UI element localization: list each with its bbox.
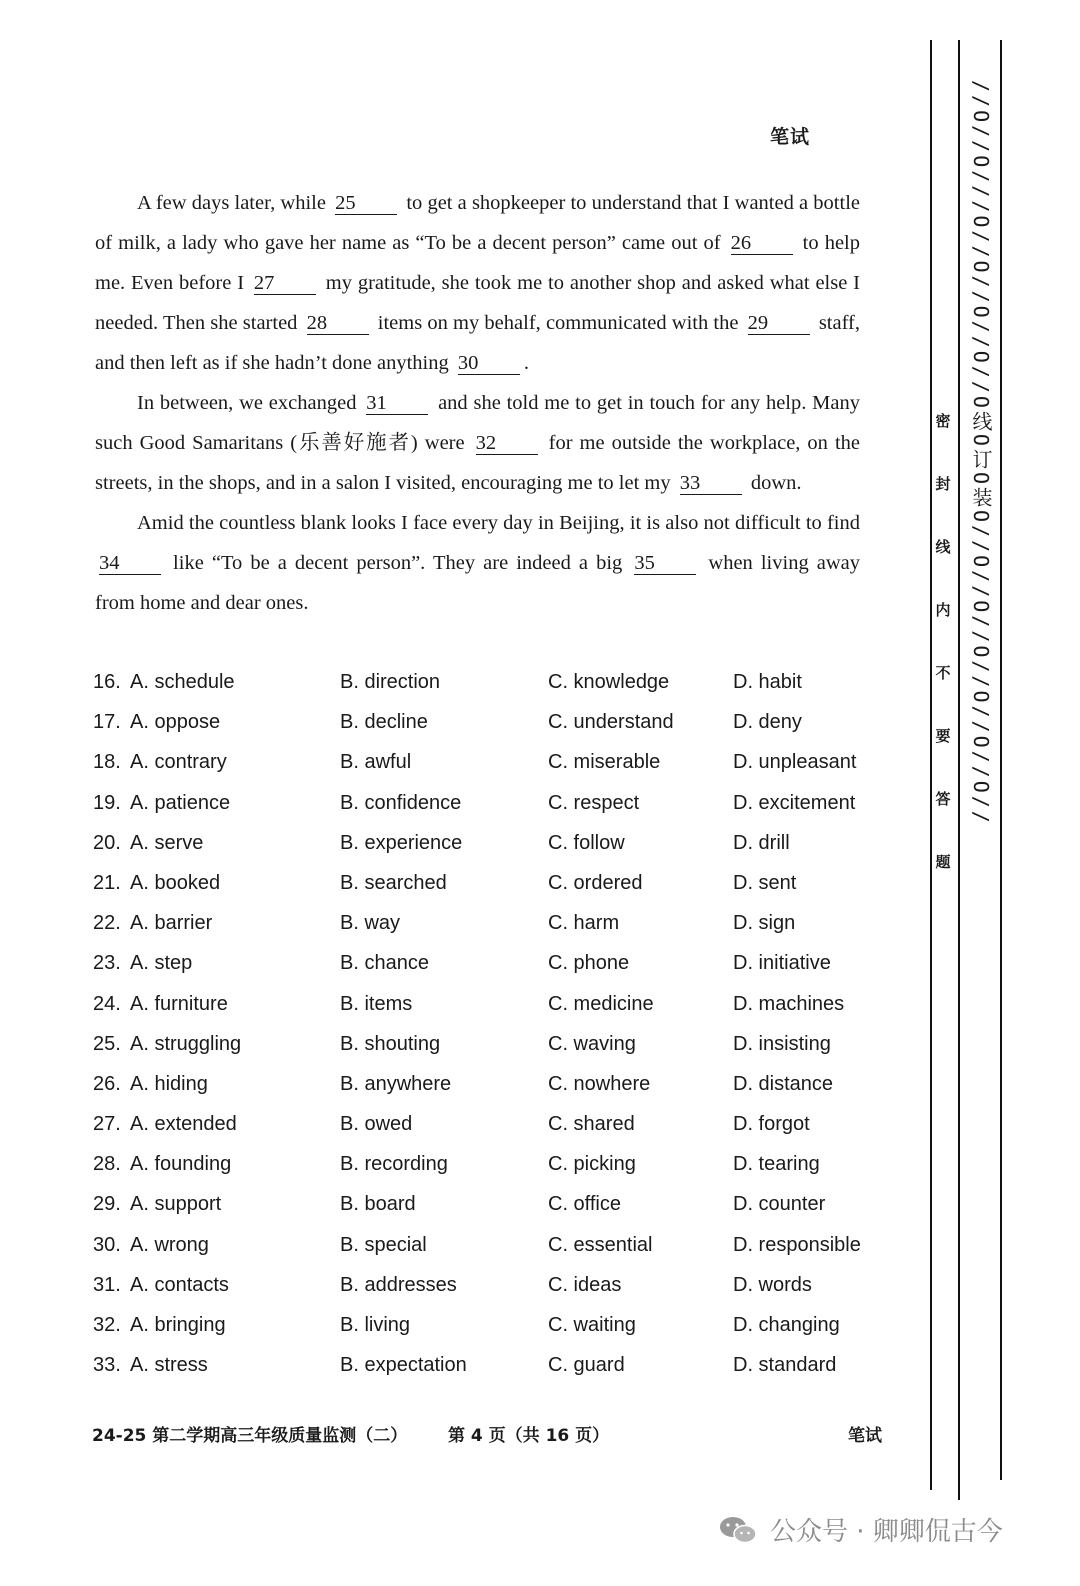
question-number: 17. [93, 711, 121, 734]
passage-text: when living away from home and dear ones. [95, 552, 860, 614]
seal-notice-char: 封 [935, 475, 951, 493]
option-b: B. expectation [340, 1354, 467, 1377]
passage-text: staff, and then left as if she hadn’t done anything [95, 312, 860, 374]
question-number: 18. [93, 751, 121, 774]
passage-text: Amid the countless blank looks I face every day in Beijing, it is also not difficult to find [137, 512, 860, 534]
seal-line-strip: //O//O///O//O//O//O//O线O订O装O//O//O//O//O//O//O// [969, 80, 993, 826]
passage-text: to get a shopkeeper to understand that I wanted a bottle of milk, a lady who gave her name as “To be a decent person” came out of [95, 192, 860, 254]
passage-text: . [523, 352, 529, 374]
question-number: 26. [93, 1072, 121, 1095]
option-d: D. distance [733, 1072, 834, 1095]
seal-notice-char: 答 [935, 790, 951, 808]
option-c: C. office [548, 1193, 621, 1216]
passage-text: down. [745, 472, 802, 494]
option-c: C. harm [548, 912, 620, 935]
blank-25: 25 [335, 192, 397, 215]
question-row [93, 745, 873, 785]
option-c: C. picking [548, 1153, 636, 1176]
option-d: D. standard [733, 1354, 837, 1377]
passage-text: items on my behalf, communicated with the [372, 312, 744, 334]
option-c: C. essential [548, 1233, 653, 1256]
option-b: B. recording [340, 1153, 448, 1176]
question-row [93, 1187, 873, 1227]
question-number: 22. [93, 912, 121, 935]
option-d: D. drill [733, 831, 790, 854]
option-d: D. sent [733, 871, 797, 894]
margin-line [1000, 40, 1002, 1480]
question-row [93, 665, 873, 705]
option-b: B. experience [340, 831, 463, 854]
option-a: A. founding [130, 1153, 232, 1176]
option-a: A. schedule [130, 671, 235, 693]
blank-33: 33 [680, 472, 742, 495]
blank-26: 26 [731, 232, 793, 255]
passage-text: In between, we exchanged [137, 392, 363, 414]
option-a: A. struggling [130, 1032, 242, 1055]
option-c: C. waiting [548, 1314, 636, 1336]
option-b: B. direction [340, 671, 441, 693]
option-d: D. changing [733, 1314, 840, 1336]
option-a: A. barrier [130, 912, 213, 935]
option-d: D. responsible [733, 1233, 861, 1256]
question-row [93, 1027, 873, 1067]
question-row [93, 1228, 873, 1268]
option-d: D. counter [733, 1193, 826, 1216]
option-a: A. patience [130, 791, 231, 814]
question-row [93, 1308, 873, 1348]
option-c: C. understand [548, 711, 674, 734]
passage-text: my gratitude, she took me to another shop and asked what else I needed. Then she started [95, 272, 861, 334]
page-number: 第 4 页（共 16 页） [448, 1426, 610, 1446]
passage-paragraph [95, 183, 860, 383]
options-list [93, 665, 873, 1388]
passage-paragraph [95, 383, 860, 503]
question-number: 20. [93, 831, 121, 854]
margin-line [958, 40, 960, 1500]
seal-notice-char: 不 [935, 664, 951, 682]
question-number: 25. [93, 1032, 121, 1055]
passage-paragraph [95, 503, 860, 623]
question-number: 24. [93, 992, 121, 1015]
question-number: 28. [93, 1153, 121, 1176]
option-c: C. knowledge [548, 671, 670, 693]
option-c: C. waving [548, 1032, 636, 1055]
question-number: 30. [93, 1233, 121, 1256]
option-c: C. guard [548, 1354, 625, 1377]
question-row [93, 1107, 873, 1147]
question-row [93, 786, 873, 826]
question-number: 29. [93, 1193, 121, 1216]
blank-32: 32 [476, 432, 538, 455]
binding-margin [920, 40, 1020, 1500]
option-a: A. wrong [130, 1233, 209, 1256]
option-c: C. ideas [548, 1273, 622, 1296]
wechat-icon [718, 1515, 758, 1545]
passage-text: and she told me to get in touch for any help. Many such Good Samaritans (乐善好施者) were [95, 392, 860, 454]
option-a: A. hiding [130, 1072, 208, 1095]
question-row [93, 705, 873, 745]
option-a: A. furniture [130, 992, 228, 1015]
seal-notice-char: 密 [935, 412, 951, 430]
blank-31: 31 [366, 392, 428, 415]
option-c: C. shared [548, 1113, 635, 1136]
option-b: B. board [340, 1193, 416, 1216]
question-number: 32. [93, 1314, 121, 1336]
option-d: D. tearing [733, 1153, 820, 1176]
question-row [93, 1348, 873, 1388]
section-mark: 笔试 [770, 127, 811, 148]
question-row [93, 1147, 873, 1187]
footer-section-mark: 笔试 [848, 1426, 882, 1446]
option-a: A. contrary [130, 751, 227, 774]
option-b: B. way [340, 912, 401, 935]
passage-text: for me outside the workplace, on the streets, in the shops, and in a salon I visited, encouraging me to let my [95, 432, 860, 494]
option-b: B. owed [340, 1113, 413, 1136]
option-a: A. serve [130, 831, 204, 854]
blank-30: 30 [458, 352, 520, 375]
seal-notice-char: 内 [935, 601, 951, 619]
passage-text: to help me. Even before I [95, 232, 860, 294]
blank-27: 27 [254, 272, 316, 295]
blank-28: 28 [307, 312, 369, 335]
question-number: 21. [93, 871, 121, 894]
option-b: B. special [340, 1233, 427, 1256]
question-row [93, 826, 873, 866]
option-b: B. addresses [340, 1273, 457, 1296]
cloze-passage [95, 183, 860, 623]
question-row [93, 946, 873, 986]
option-b: B. chance [340, 952, 429, 975]
option-c: C. phone [548, 952, 630, 975]
option-d: D. machines [733, 992, 845, 1015]
question-number: 33. [93, 1354, 121, 1377]
question-row [93, 866, 873, 906]
watermark-text: 公众号 · 卿卿侃古今 [770, 1517, 1003, 1547]
question-number: 16. [93, 671, 121, 693]
option-d: D. unpleasant [733, 751, 857, 774]
option-d: D. forgot [733, 1113, 810, 1136]
option-a: A. booked [130, 871, 221, 894]
seal-notice-char: 要 [935, 727, 951, 745]
option-b: B. shouting [340, 1032, 441, 1055]
question-row [93, 1268, 873, 1308]
question-number: 23. [93, 952, 121, 975]
option-d: D. insisting [733, 1032, 831, 1055]
question-number: 31. [93, 1273, 121, 1296]
option-b: B. items [340, 992, 413, 1015]
option-a: A. bringing [130, 1314, 226, 1336]
option-a: A. extended [130, 1113, 237, 1136]
option-a: A. contacts [130, 1273, 229, 1296]
blank-29: 29 [748, 312, 810, 335]
seal-notice-char: 题 [935, 853, 951, 871]
option-d: D. deny [733, 711, 802, 734]
watermark [718, 1511, 1003, 1548]
option-a: A. support [130, 1193, 222, 1216]
option-b: B. decline [340, 711, 428, 734]
option-c: C. medicine [548, 992, 654, 1015]
exam-title: 24-25 第二学期高三年级质量监测（二） [92, 1426, 408, 1446]
option-d: D. words [733, 1273, 812, 1296]
question-row [93, 906, 873, 946]
option-b: B. confidence [340, 791, 462, 814]
option-c: C. follow [548, 831, 625, 854]
question-number: 19. [93, 791, 121, 814]
option-a: A. step [130, 952, 193, 975]
option-b: B. searched [340, 871, 447, 894]
blank-35: 35 [634, 552, 696, 575]
blank-34: 34 [99, 552, 161, 575]
question-row [93, 1067, 873, 1107]
option-d: D. initiative [733, 952, 831, 975]
question-number: 27. [93, 1113, 121, 1136]
option-c: C. miserable [548, 751, 661, 774]
option-c: C. respect [548, 791, 640, 814]
option-c: C. ordered [548, 871, 643, 894]
option-b: B. awful [340, 751, 412, 774]
option-a: A. stress [130, 1354, 208, 1377]
passage-text: like “To be a decent person”. They are indeed a big [165, 552, 631, 574]
option-b: B. anywhere [340, 1072, 452, 1095]
option-d: D. excitement [733, 791, 856, 814]
seal-notice [932, 410, 954, 872]
option-c: C. nowhere [548, 1072, 651, 1095]
option-d: D. habit [733, 671, 802, 693]
seal-notice-char: 线 [935, 538, 951, 556]
passage-text: A few days later, while [137, 192, 332, 214]
option-d: D. sign [733, 912, 796, 935]
option-a: A. oppose [130, 711, 221, 734]
question-row [93, 987, 873, 1027]
option-b: B. living [340, 1314, 411, 1336]
